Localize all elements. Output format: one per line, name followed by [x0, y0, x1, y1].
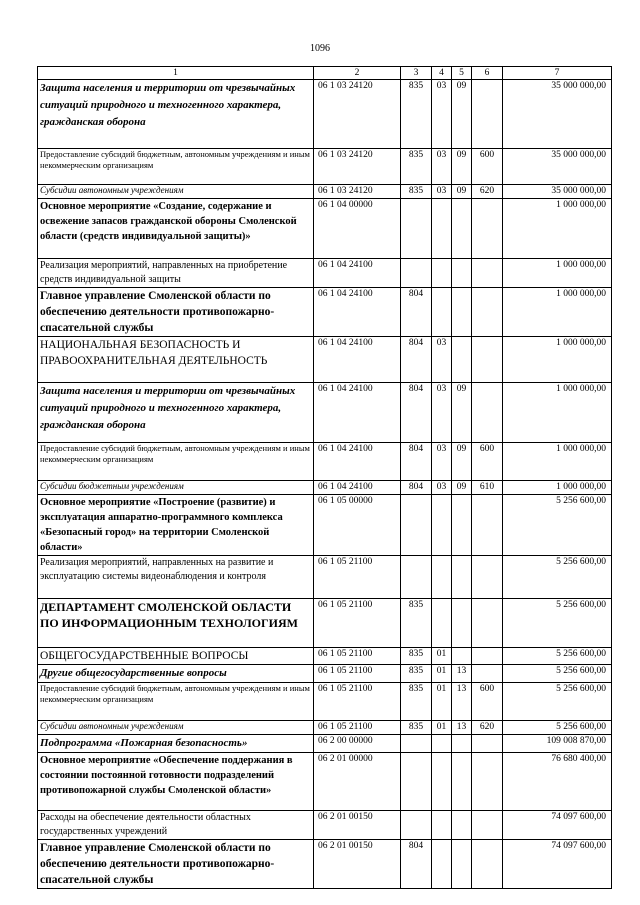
row-department-cell	[401, 556, 432, 599]
row-amount-cell: 35 000 000,00	[503, 149, 612, 185]
row-department-cell: 804	[401, 288, 432, 337]
row-name-cell: НАЦИОНАЛЬНАЯ БЕЗОПАСНОСТЬ И ПРАВООХРАНИТЕЛЬНАЯ ДЕЯТЕЛЬНОСТЬ	[38, 337, 314, 383]
row-code-cell: 06 1 04 24100	[314, 481, 401, 495]
table-row	[38, 648, 612, 665]
row-department-cell: 835	[401, 149, 432, 185]
row-subsection-cell: 09	[452, 443, 472, 481]
row-name-cell: Субсидии бюджетным учреждениям	[38, 481, 314, 495]
row-subsection-cell	[452, 840, 472, 889]
column-header: 1	[38, 67, 314, 80]
page-number: 1096	[310, 43, 330, 54]
row-amount-cell: 5 256 600,00	[503, 599, 612, 648]
row-department-cell	[401, 495, 432, 556]
table-row	[38, 495, 612, 556]
row-code-cell: 06 2 00 00000	[314, 735, 401, 753]
row-section-cell: 03	[432, 80, 452, 149]
row-name-cell: Защита населения и территории от чрезвычайных ситуаций природного и техногенного характера, гражданская оборона	[38, 80, 314, 149]
row-expense-type-cell: 620	[472, 721, 503, 735]
table-row	[38, 721, 612, 735]
row-subsection-cell: 13	[452, 683, 472, 721]
row-section-cell	[432, 495, 452, 556]
row-amount-cell: 74 097 600,00	[503, 840, 612, 889]
row-section-cell	[432, 753, 452, 811]
row-subsection-cell	[452, 259, 472, 288]
row-department-cell: 835	[401, 721, 432, 735]
row-department-cell: 835	[401, 185, 432, 199]
row-subsection-cell	[452, 337, 472, 383]
row-amount-cell: 5 256 600,00	[503, 683, 612, 721]
row-section-cell	[432, 556, 452, 599]
row-section-cell: 03	[432, 185, 452, 199]
row-department-cell: 835	[401, 599, 432, 648]
row-department-cell: 804	[401, 383, 432, 443]
row-code-cell: 06 1 05 21100	[314, 556, 401, 599]
row-department-cell	[401, 753, 432, 811]
row-code-cell: 06 1 04 24100	[314, 383, 401, 443]
row-expense-type-cell	[472, 840, 503, 889]
row-department-cell: 804	[401, 840, 432, 889]
table-row	[38, 481, 612, 495]
column-header: 2	[314, 67, 401, 80]
row-name-cell: Реализация мероприятий, направленных на развитие и эксплуатацию системы видеонаблюдения и контроля	[38, 556, 314, 599]
row-subsection-cell: 09	[452, 481, 472, 495]
row-code-cell: 06 1 05 21100	[314, 599, 401, 648]
row-subsection-cell: 13	[452, 721, 472, 735]
row-department-cell	[401, 735, 432, 753]
table-row	[38, 811, 612, 840]
row-amount-cell: 76 680 400,00	[503, 753, 612, 811]
row-section-cell: 01	[432, 721, 452, 735]
table-row	[38, 735, 612, 753]
row-expense-type-cell	[472, 259, 503, 288]
row-name-cell: Предоставление субсидий бюджетным, автономным учреждениям и иным некоммерческим организациям	[38, 443, 314, 481]
row-subsection-cell	[452, 199, 472, 259]
row-section-cell	[432, 735, 452, 753]
column-header: 5	[452, 67, 472, 80]
row-subsection-cell: 09	[452, 185, 472, 199]
row-amount-cell: 1 000 000,00	[503, 443, 612, 481]
row-code-cell: 06 1 03 24120	[314, 185, 401, 199]
row-amount-cell: 5 256 600,00	[503, 648, 612, 665]
table-row	[38, 337, 612, 383]
row-amount-cell: 35 000 000,00	[503, 185, 612, 199]
table-row	[38, 185, 612, 199]
row-department-cell: 835	[401, 665, 432, 683]
row-name-cell: ОБЩЕГОСУДАРСТВЕННЫЕ ВОПРОСЫ	[38, 648, 314, 665]
row-department-cell: 835	[401, 683, 432, 721]
row-expense-type-cell: 610	[472, 481, 503, 495]
row-department-cell: 835	[401, 80, 432, 149]
row-code-cell: 06 1 05 21100	[314, 648, 401, 665]
row-amount-cell: 74 097 600,00	[503, 811, 612, 840]
table-row	[38, 665, 612, 683]
row-section-cell: 03	[432, 481, 452, 495]
row-subsection-cell	[452, 599, 472, 648]
table-row	[38, 288, 612, 337]
row-expense-type-cell	[472, 599, 503, 648]
row-code-cell: 06 1 03 24120	[314, 80, 401, 149]
row-amount-cell: 1 000 000,00	[503, 288, 612, 337]
row-code-cell: 06 1 04 24100	[314, 259, 401, 288]
row-name-cell: Подпрограмма «Пожарная безопасность»	[38, 735, 314, 753]
row-name-cell: Субсидии автономным учреждениям	[38, 185, 314, 199]
row-expense-type-cell	[472, 337, 503, 383]
row-expense-type-cell: 600	[472, 149, 503, 185]
row-department-cell	[401, 811, 432, 840]
column-header: 7	[503, 67, 612, 80]
table-row	[38, 383, 612, 443]
row-section-cell: 01	[432, 648, 452, 665]
row-expense-type-cell	[472, 753, 503, 811]
row-name-cell: ДЕПАРТАМЕНТ СМОЛЕНСКОЙ ОБЛАСТИ ПО ИНФОРМАЦИОННЫМ ТЕХНОЛОГИЯМ	[38, 599, 314, 648]
row-code-cell: 06 1 05 21100	[314, 721, 401, 735]
row-section-cell	[432, 199, 452, 259]
row-name-cell: Основное мероприятие «Построение (развитие) и эксплуатация аппаратно-программного комплекса «Безопасный город» на территории Смоленской области»	[38, 495, 314, 556]
row-expense-type-cell	[472, 648, 503, 665]
row-subsection-cell	[452, 556, 472, 599]
row-department-cell: 804	[401, 337, 432, 383]
row-section-cell: 03	[432, 383, 452, 443]
column-header: 6	[472, 67, 503, 80]
table-row	[38, 840, 612, 889]
row-code-cell: 06 2 01 00000	[314, 753, 401, 811]
row-amount-cell: 1 000 000,00	[503, 337, 612, 383]
row-section-cell	[432, 599, 452, 648]
row-expense-type-cell	[472, 199, 503, 259]
table-row	[38, 259, 612, 288]
row-name-cell: Предоставление субсидий бюджетным, автономным учреждениям и иным некоммерческим организациям	[38, 683, 314, 721]
row-name-cell: Расходы на обеспечение деятельности областных государственных учреждений	[38, 811, 314, 840]
row-code-cell: 06 1 05 21100	[314, 683, 401, 721]
row-expense-type-cell	[472, 665, 503, 683]
row-amount-cell: 1 000 000,00	[503, 199, 612, 259]
row-section-cell: 01	[432, 683, 452, 721]
row-amount-cell: 1 000 000,00	[503, 259, 612, 288]
row-department-cell	[401, 259, 432, 288]
row-amount-cell: 1 000 000,00	[503, 383, 612, 443]
row-expense-type-cell	[472, 735, 503, 753]
row-name-cell: Предоставление субсидий бюджетным, автономным учреждениям и иным некоммерческим организациям	[38, 149, 314, 185]
row-code-cell: 06 1 04 00000	[314, 199, 401, 259]
row-name-cell: Субсидии автономным учреждениям	[38, 721, 314, 735]
table-row	[38, 753, 612, 811]
row-amount-cell: 5 256 600,00	[503, 665, 612, 683]
row-code-cell: 06 1 04 24100	[314, 288, 401, 337]
row-expense-type-cell: 600	[472, 683, 503, 721]
row-amount-cell: 5 256 600,00	[503, 556, 612, 599]
row-name-cell: Основное мероприятие «Обеспечение поддержания в состоянии постоянной готовности подразделений противопожарной службы Смоленской области»	[38, 753, 314, 811]
row-section-cell	[432, 811, 452, 840]
row-code-cell: 06 1 03 24120	[314, 149, 401, 185]
row-expense-type-cell	[472, 80, 503, 149]
row-section-cell	[432, 840, 452, 889]
table-row	[38, 199, 612, 259]
row-amount-cell: 1 000 000,00	[503, 481, 612, 495]
row-expense-type-cell	[472, 288, 503, 337]
budget-table	[37, 66, 612, 889]
row-department-cell: 804	[401, 443, 432, 481]
row-code-cell: 06 1 05 00000	[314, 495, 401, 556]
header-row	[38, 67, 612, 80]
row-code-cell: 06 1 05 21100	[314, 665, 401, 683]
row-name-cell: Главное управление Смоленской области по обеспечению деятельности противопожарно-спасательной службы	[38, 840, 314, 889]
row-amount-cell: 35 000 000,00	[503, 80, 612, 149]
column-header: 4	[432, 67, 452, 80]
row-subsection-cell	[452, 648, 472, 665]
row-subsection-cell	[452, 753, 472, 811]
table-row	[38, 599, 612, 648]
row-subsection-cell: 09	[452, 149, 472, 185]
row-name-cell: Главное управление Смоленской области по обеспечению деятельности противопожарно-спасательной службы	[38, 288, 314, 337]
column-header: 3	[401, 67, 432, 80]
table-row	[38, 80, 612, 149]
row-expense-type-cell	[472, 556, 503, 599]
row-name-cell: Другие общегосударственные вопросы	[38, 665, 314, 683]
row-section-cell	[432, 259, 452, 288]
row-section-cell	[432, 288, 452, 337]
row-code-cell: 06 1 04 24100	[314, 443, 401, 481]
row-expense-type-cell	[472, 811, 503, 840]
row-expense-type-cell: 620	[472, 185, 503, 199]
table-row	[38, 556, 612, 599]
row-amount-cell: 5 256 600,00	[503, 495, 612, 556]
row-subsection-cell: 09	[452, 383, 472, 443]
row-subsection-cell: 09	[452, 80, 472, 149]
row-code-cell: 06 2 01 00150	[314, 840, 401, 889]
row-code-cell: 06 1 04 24100	[314, 337, 401, 383]
row-section-cell: 03	[432, 337, 452, 383]
row-name-cell: Основное мероприятие «Создание, содержание и освежение запасов гражданской обороны Смоленской области (средств индивидуальной защиты)»	[38, 199, 314, 259]
row-section-cell: 01	[432, 665, 452, 683]
row-expense-type-cell: 600	[472, 443, 503, 481]
row-expense-type-cell	[472, 495, 503, 556]
row-subsection-cell	[452, 495, 472, 556]
row-subsection-cell: 13	[452, 665, 472, 683]
row-section-cell: 03	[432, 149, 452, 185]
row-subsection-cell	[452, 735, 472, 753]
row-department-cell: 835	[401, 648, 432, 665]
table-row	[38, 149, 612, 185]
row-amount-cell: 5 256 600,00	[503, 721, 612, 735]
row-department-cell: 804	[401, 481, 432, 495]
row-name-cell: Защита населения и территории от чрезвычайных ситуаций природного и техногенного характера, гражданская оборона	[38, 383, 314, 443]
row-code-cell: 06 2 01 00150	[314, 811, 401, 840]
row-department-cell	[401, 199, 432, 259]
row-name-cell: Реализация мероприятий, направленных на приобретение средств индивидуальной защиты	[38, 259, 314, 288]
row-subsection-cell	[452, 288, 472, 337]
table-row	[38, 683, 612, 721]
row-section-cell: 03	[432, 443, 452, 481]
row-amount-cell: 109 008 870,00	[503, 735, 612, 753]
row-subsection-cell	[452, 811, 472, 840]
table-row	[38, 443, 612, 481]
row-expense-type-cell	[472, 383, 503, 443]
